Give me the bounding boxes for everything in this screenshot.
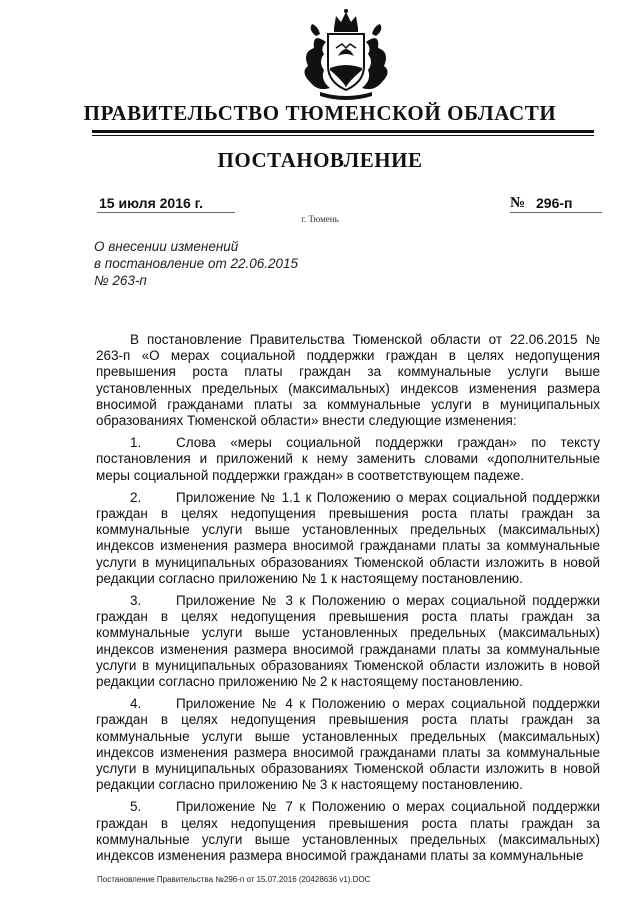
list-item	[96, 435, 600, 484]
intro-paragraph: В постановление Правительства Тюменской области от 22.06.2015 № 263-п «О мерах социальной поддержки граждан в целях недопущения превышения роста платы граждан за коммунальные услуги выше установленных предельных (максимальных) индексов изменения размера вносимой гражданами платы за коммунальные услуги в муниципальных образованиях Тюменской области» внести следующие изменения:	[96, 332, 600, 429]
subject-line: в постановление от 22.06.2015	[94, 256, 299, 271]
document-type-title: ПОСТАНОВЛЕНИЕ	[217, 148, 423, 172]
government-title: ПРАВИТЕЛЬСТВО ТЮМЕНСКОЙ ОБЛАСТИ	[83, 101, 557, 125]
item-text: Приложение № 3 к Положению о мерах социальной поддержки граждан в целях недопущения превышения роста платы граждан за коммунальные услуги выше установленных предельных (максимальных) индексов изменения размера вносимой гражданами платы за коммунальные услуги в муниципальных образованиях Тюменской области изложить в новой редакции согласно приложению № 2 к настоящему постановлению.	[96, 593, 600, 690]
header-rule-thick	[92, 130, 594, 133]
item-text: Приложение № 4 к Положению о мерах социальной поддержки граждан в целях недопущения превышения роста платы граждан за коммунальные услуги выше установленных предельных (максимальных) индексов изменения размера вносимой гражданами платы за коммунальные услуги в муниципальных образованиях Тюменской области изложить в новой редакции согласно приложению № 3 к настоящему постановлению.	[96, 696, 600, 793]
document-subject	[94, 238, 298, 289]
date-underline	[97, 212, 235, 213]
item-text: Приложение № 7 к Положению о мерах социальной поддержки граждан в целях недопущения превышения роста платы граждан за коммунальные услуги выше установленных предельных (максимальных) индексов изменения размера вносимой гражданами платы за коммунальные	[96, 799, 600, 864]
subject-line: О внесении изменений	[94, 239, 239, 254]
city-name: г. Тюмень	[301, 214, 339, 224]
item-text: Приложение № 1.1 к Положению о мерах социальной поддержки граждан в целях недопущения превышения роста платы граждан за коммунальные услуги выше установленных предельных (максимальных) индексов изменения размера вносимой гражданами платы за коммунальные услуги в муниципальных образованиях Тюменской области изложить в новой редакции согласно приложению № 1 к настоящему постановлению.	[96, 489, 600, 586]
document-body	[96, 332, 600, 870]
item-number: 3.	[130, 593, 142, 609]
list-item	[96, 593, 600, 690]
item-number: 1.	[130, 435, 142, 451]
document-number: 296-п	[536, 195, 573, 211]
footer-file-info: Постановление Правительства №296-п от 15.07.2016 (20428636 v1).DOC	[97, 875, 371, 884]
number-underline	[510, 212, 602, 213]
document-date: 15 июля 2016 г.	[99, 195, 203, 211]
item-number: 2.	[130, 489, 142, 505]
list-item	[96, 696, 600, 793]
subject-line: № 263-п	[94, 273, 147, 288]
item-number: 5.	[130, 799, 142, 815]
number-sign: №	[510, 195, 526, 211]
coat-of-arms-icon	[290, 8, 402, 100]
item-number: 4.	[130, 696, 142, 712]
list-item	[96, 799, 600, 864]
item-text: Слова «меры социальной поддержки граждан» по тексту постановления и приложений к нему заменить словами «дополнительные меры социальной поддержки граждан» в соответствующем падеже.	[96, 435, 600, 483]
list-item	[96, 490, 600, 587]
header-rule-thin	[92, 135, 594, 136]
